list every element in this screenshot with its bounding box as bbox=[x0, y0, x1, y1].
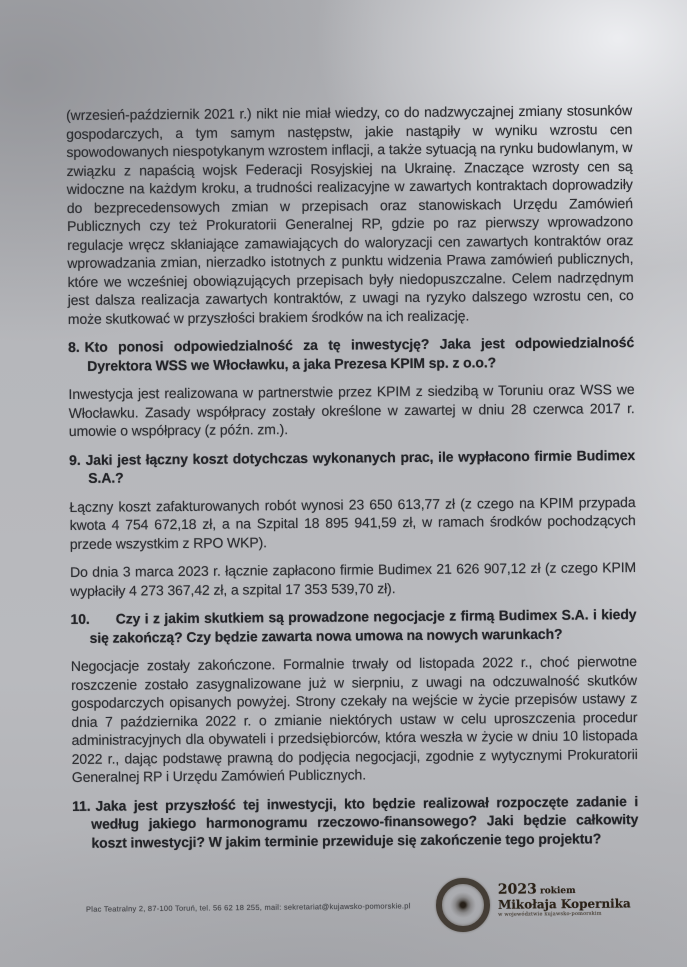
answer-10: Negocjacje zostały zakończone. Formalnie trwały od listopada 2022 r., choć pierwotne roszczenie zostało zasygnalizowane już w sierpniu, z uwagi na odczuwalność skutków gospodarczych opisanych powyżej. Strony czekały na wejście w życie przepisów ustawy z dnia 7 października 2022 r. o zmianie niektórych ustaw w celu uproszczenia procedur administracyjnych dla obywateli i przedsiębiorców, która weszła w życie w dniu 10 listopada 2022 r., dając podstawę prawną do podjęcia negocjacji, zgodnie z wytycznymi Prokuratorii Generalnej RP i Urzędu Zamówień Publicznych. bbox=[70, 653, 638, 785]
copernicus-seal-icon bbox=[436, 878, 491, 933]
logo-year-line bbox=[498, 881, 648, 897]
answer-8: Inwestycja jest realizowana w partnerstwie przez KPIM z siedzibą w Toruniu oraz WSS we Włocławku. Zasady współpracy zostały określone w zawartej w dniu 28 czerwca 2017 r. umowie o współpracy (z późn. zm.). bbox=[68, 381, 635, 439]
question-10 bbox=[70, 605, 636, 647]
question-8-text: Kto ponosi odpowiedzialność za tę inwestycję? Jaka jest odpowiedzialność Dyrektora WSS we Włocławku, a jaka Prezesa KPIM sp. z o.o.? bbox=[84, 334, 635, 374]
footer-address: Plac Teatralny 2, 87-100 Toruń, tel. 56 62 18 255, mail: sekretariat@kujawsko-pomorskie.pl bbox=[85, 901, 411, 914]
logo-year: 2023 bbox=[497, 881, 537, 898]
copernicus-year-logo bbox=[498, 881, 648, 918]
question-9 bbox=[69, 446, 635, 488]
page-content bbox=[66, 101, 639, 862]
question-11 bbox=[72, 792, 638, 852]
question-10-text: Czy i z jakim skutkiem są prowadzone negocjacje z firmą Budimex S.A. i kiedy się zakończą? Czy będzie zawarta nowa umowa na nowych warunkach? bbox=[89, 606, 637, 646]
question-8-number: 8. bbox=[68, 338, 80, 355]
question-9-text: Jaki jest łączny koszt dotychczas wykonanych prac, ile wypłacono firmie Budimex S.A.? bbox=[85, 446, 636, 486]
answer-9-part2: Do dnia 3 marca 2023 r. łącznie zapłacono firmie Budimex 21 626 907,12 zł (z czego KPIM wypłaciły 4 273 367,42 zł, a szpital 17 353 539,70 zł). bbox=[69, 559, 637, 599]
seal-sun bbox=[450, 892, 476, 918]
logo-name: Mikołaja Kopernika bbox=[497, 896, 631, 912]
logo-year-suffix: rokiem bbox=[536, 885, 576, 897]
answer-9-part1: Łączny koszt zafakturowanych robót wynosi 23 650 613,77 zł (z czego na KPIM przypada kwota 4 754 672,18 zł, a na Szpital 18 895 941,59 zł, w ramach środków pochodzących przede wszystkim z RPO WKP). bbox=[69, 493, 636, 552]
question-10-number: 10. bbox=[70, 610, 90, 627]
logo-subline: w województwie kujawsko-pomorskim bbox=[498, 910, 602, 919]
question-11-text: Jaka jest przyszłość tej inwestycji, kto będzie realizował rozpoczęte zadanie i według jakiego harmonogramu rzeczowo-finansowego? Jaki będzie całkowity koszt inwestycji? W jakim terminie przewiduje się zakończenie tego projektu? bbox=[91, 792, 639, 851]
question-11-number: 11. bbox=[72, 797, 91, 814]
question-9-number: 9. bbox=[69, 451, 81, 468]
question-8 bbox=[68, 333, 634, 375]
intro-paragraph: (wrzesień-październik 2021 r.) nikt nie miał wiedzy, co do nadzwyczajnej zmiany stosunków gospodarczych, a tym samym następstw, jakie nastąpiły w wyniku wzrostu cen spowodowanych niespotykanym wzrostem inflacji, a także sytuacją na rynku budowlanym, w związku z napaścią wojsk Federacji Rosyjskiej na Ukrainę. Znaczące wzrosty cen są widoczne na każdym kroku, a trudności realizacyjne w zawartych kontraktach doprowadziły do bezprecedensowych zmian w przepisach oraz stanowiskach Urzędu Zamówień Publicznych czy też Prokuratorii Generalnej RP, gdzie po raz pierwszy wprowadzono regulacje wręcz skłaniające zamawiających do waloryzacji cen zawartych kontraktów oraz wprowadzania zmian, nierzadko istotnych z punktu widzenia Prawa zamówień publicznych, które we wcześniej obowiązujących przepisach były niedopuszczalne. Celem nadrzędnym jest dalsza realizacja zawartych kontraktów, z uwagi na ryzyko dalszego wzrostu cen, co może skutkować w przyszłości brakiem środków na ich realizację. bbox=[66, 102, 634, 327]
